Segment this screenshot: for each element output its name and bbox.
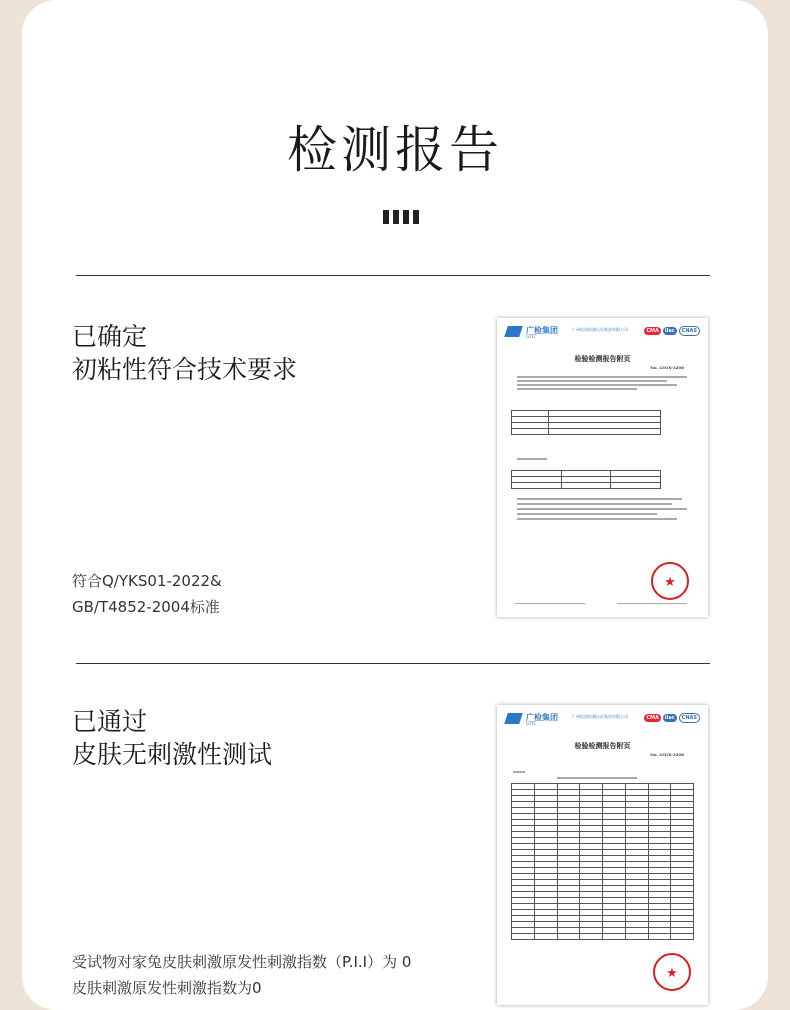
page-title: 检测报告 <box>287 121 503 179</box>
table-cell <box>671 934 694 940</box>
table-cell <box>557 934 580 940</box>
heading-line: 初粘性符合技术要求 <box>72 355 298 384</box>
red-seal-icon: ★ <box>653 953 691 991</box>
table-cell <box>625 934 648 940</box>
ilac-mark-icon: ilac <box>664 715 675 721</box>
cnas-mark-icon: CNAS <box>679 326 700 336</box>
report-table <box>511 470 661 489</box>
text-line <box>517 518 677 520</box>
text-line <box>517 384 677 386</box>
accreditation-marks <box>644 326 700 336</box>
test-report-image <box>497 318 708 617</box>
accreditation-marks <box>644 713 700 723</box>
text-line <box>517 498 682 500</box>
section-divider <box>76 663 710 664</box>
report-number: No. 23GX-3206 <box>650 365 684 370</box>
report-title: 检验检测报告附页 <box>574 741 631 750</box>
desc-line: 受试物对家兔皮肤刺激原发性刺激指数（P.I.I）为 0 <box>72 953 412 971</box>
report-org: 广州检验检测认证集团有限公司 <box>572 327 628 332</box>
desc-line: 皮肤刺激原发性刺激指数为0 <box>72 979 262 997</box>
heading-line: 已通过 <box>72 707 148 736</box>
red-seal-icon: ★ <box>651 562 689 600</box>
report-header <box>506 326 700 340</box>
text-line <box>513 771 525 773</box>
text-line <box>517 513 657 515</box>
content-card <box>22 0 768 1010</box>
title-decoration <box>383 210 419 224</box>
section-heading <box>72 320 297 386</box>
text-line <box>517 458 547 460</box>
desc-line: GB/T4852-2004标准 <box>72 598 220 616</box>
section-divider <box>76 275 710 276</box>
decor-bar <box>403 210 409 224</box>
table-row <box>512 934 694 940</box>
heading-line: 皮肤无刺激性测试 <box>72 740 273 769</box>
desc-line: 符合Q/YKS01-2022& <box>72 572 222 590</box>
report-title: 检验检测报告附页 <box>574 354 631 363</box>
report-brand: 广检集团 <box>526 713 558 722</box>
table-cell <box>512 934 535 940</box>
ilac-mark-icon: ilac <box>664 328 675 334</box>
text-line <box>517 380 667 382</box>
report-brand-sub: GTTC <box>526 721 537 726</box>
table-cell <box>534 934 557 940</box>
cma-mark-icon: CMA <box>646 328 659 334</box>
table-cell <box>603 934 626 940</box>
decor-bar <box>383 210 389 224</box>
section-heading <box>72 705 272 771</box>
footer-line <box>515 603 585 604</box>
report-number: No. 23GX-3206 <box>650 752 684 757</box>
text-line <box>517 388 637 390</box>
section-description <box>72 568 222 620</box>
decor-bar <box>413 210 419 224</box>
report-brand: 广检集团 <box>526 326 558 335</box>
report-table <box>511 783 694 940</box>
decor-bar <box>393 210 399 224</box>
report-brand-sub: GTTC <box>526 334 537 339</box>
text-line <box>557 777 637 779</box>
cma-mark-icon: CMA <box>646 715 659 721</box>
table-cell <box>580 934 603 940</box>
table-cell <box>648 934 671 940</box>
text-line <box>517 503 672 505</box>
heading-line: 已确定 <box>72 322 148 351</box>
section-description <box>72 949 411 1001</box>
report-table <box>511 410 661 435</box>
gttc-logo-icon <box>504 713 523 724</box>
text-line <box>517 376 687 378</box>
report-header <box>506 713 700 727</box>
test-report-image <box>497 705 708 1005</box>
gttc-logo-icon <box>504 326 523 337</box>
footer-line <box>617 603 687 604</box>
text-line <box>517 508 687 510</box>
report-org: 广州检验检测认证集团有限公司 <box>572 714 628 719</box>
cnas-mark-icon: CNAS <box>679 713 700 723</box>
